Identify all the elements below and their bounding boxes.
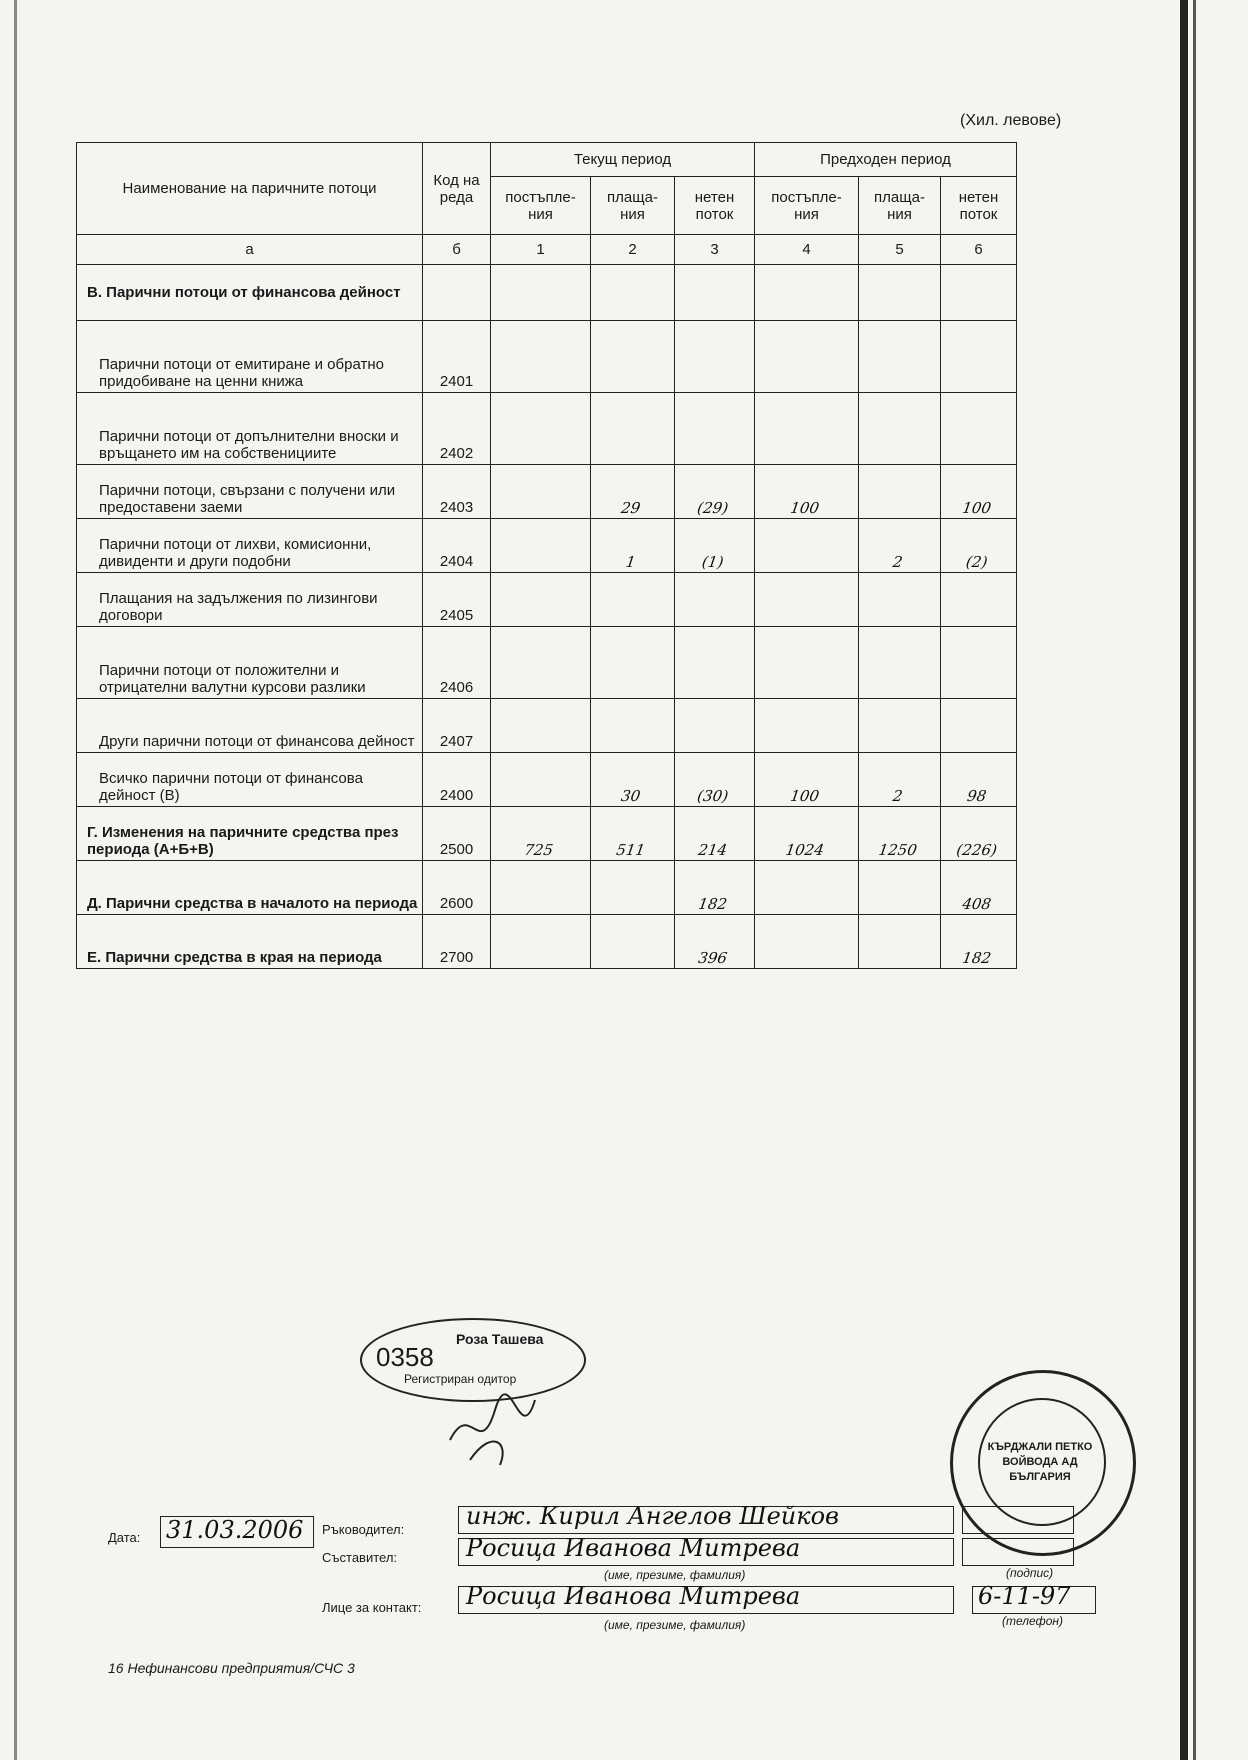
cell-value: 214 (671, 807, 759, 861)
cell-value (487, 861, 595, 915)
header-payments-previous: плаща-ния (859, 177, 941, 235)
table-row (77, 573, 1017, 627)
table-row (77, 807, 1017, 861)
cell-value: 511 (587, 807, 679, 861)
header-net-current: нетен поток (675, 177, 755, 235)
index-cell: 6 (941, 235, 1017, 265)
cell-value: (1) (671, 519, 759, 573)
cell-value (669, 321, 759, 393)
cell-value (855, 465, 945, 519)
cell-value: 29 (587, 465, 679, 519)
cell-value (853, 321, 945, 393)
index-cell: 4 (755, 235, 859, 265)
cell-value (487, 753, 595, 807)
index-cell: 3 (675, 235, 755, 265)
cell-value: (30) (671, 753, 759, 807)
table-row (77, 915, 1017, 969)
name-caption-contact: (име, презиме, фамилия) (604, 1618, 746, 1632)
cash-flow-table (76, 142, 1017, 969)
cell-value (855, 915, 945, 969)
cell-value (937, 573, 1021, 627)
cell-value (855, 699, 945, 753)
header-code: Код на реда (423, 143, 491, 235)
row-name: Парични потоци, свързани с получени или предоставени заеми (77, 465, 423, 519)
cell-value (587, 699, 679, 753)
cell-value (935, 393, 1021, 465)
auditor-stamp-number: 0358 (376, 1342, 434, 1372)
cell-value (587, 861, 679, 915)
row-code: 2406 (423, 627, 491, 699)
cell-value (587, 915, 679, 969)
contact-label: Лице за контакт: (322, 1600, 422, 1615)
cell-value (855, 573, 945, 627)
company-stamp-text: КЪРДЖАЛИ ПЕТКО ВОЙВОДА АД БЪЛГАРИЯ (987, 1441, 1093, 1483)
table-row (77, 393, 1017, 465)
header-receipts-current: постъпле-ния (491, 177, 591, 235)
cell-value (585, 627, 679, 699)
cell-value (751, 519, 863, 573)
cell-value: 182 (671, 861, 759, 915)
table-row (77, 753, 1017, 807)
cell-value (669, 393, 759, 465)
cell-value (853, 627, 945, 699)
table-row (77, 265, 1017, 321)
row-code: 2500 (423, 807, 491, 861)
row-name: В. Парични потоци от финансова дейност (77, 265, 423, 321)
cell-value (751, 699, 863, 753)
row-name: Парични потоци от емитиране и обратно придобиване на ценни книжа (77, 321, 423, 393)
row-code: 2401 (423, 321, 491, 393)
cell-value: 100 (751, 753, 863, 807)
table-row (77, 465, 1017, 519)
table-row (77, 321, 1017, 393)
header-net-previous: нетен поток (941, 177, 1017, 235)
compiler-value: Росица Иванова Митрева (466, 1534, 801, 1562)
cell-value: 1250 (855, 807, 945, 861)
row-code: 2405 (423, 573, 491, 627)
row-name: Парични потоци от допълнителни вноски и връщането им на собственициите (77, 393, 423, 465)
cell-value (751, 265, 863, 321)
cell-value: 408 (937, 861, 1021, 915)
cell-value (751, 915, 863, 969)
cell-value (751, 861, 863, 915)
cell-value: 2 (855, 753, 945, 807)
cell-value (487, 573, 595, 627)
cell-value: 1024 (751, 807, 863, 861)
cell-value: 100 (937, 465, 1021, 519)
cell-value (749, 393, 863, 465)
manager-signature-box (962, 1506, 1074, 1534)
header-current-period: Текущ период (491, 143, 755, 177)
row-name: Парични потоци от лихви, комисионни, дивиденти и други подобни (77, 519, 423, 573)
cell-value: (2) (937, 519, 1021, 573)
cell-value: 725 (487, 807, 595, 861)
cell-value (487, 699, 595, 753)
table-row (77, 699, 1017, 753)
cell-value (487, 465, 595, 519)
index-cell: 2 (591, 235, 675, 265)
cell-value (749, 321, 863, 393)
cell-value (587, 265, 679, 321)
cell-value: 396 (671, 915, 759, 969)
row-code: 2600 (423, 861, 491, 915)
cell-value (487, 519, 595, 573)
scan-left-edge (14, 0, 17, 1760)
contact-value: Росица Иванова Митрева (466, 1582, 801, 1610)
row-name: Д. Парични средства в началото на периода (77, 861, 423, 915)
row-code: 2700 (423, 915, 491, 969)
row-name: Плащания на задължения по лизингови договори (77, 573, 423, 627)
cell-value (485, 627, 595, 699)
signature-caption: (подпис) (1006, 1566, 1054, 1580)
row-code: 2403 (423, 465, 491, 519)
cell-value (855, 861, 945, 915)
cell-value: 100 (751, 465, 863, 519)
index-cell: 1 (491, 235, 591, 265)
page-footer: 16 Нефинансови предприятия/СЧС 3 (108, 1660, 355, 1676)
cell-value (669, 627, 759, 699)
row-code (423, 265, 491, 321)
cell-value (749, 627, 863, 699)
table-row (77, 861, 1017, 915)
manager-value: инж. Кирил Ангелов Шейков (466, 1502, 840, 1530)
index-cell: а (77, 235, 423, 265)
cell-value (585, 393, 679, 465)
row-name: Е. Парични средства в края на периода (77, 915, 423, 969)
cell-value: 98 (937, 753, 1021, 807)
cell-value (671, 573, 759, 627)
cell-value (485, 321, 595, 393)
cell-value (937, 265, 1021, 321)
auditor-signature (440, 1380, 550, 1470)
index-row (77, 235, 1017, 265)
row-name: Други парични потоци от финансова дейност (77, 699, 423, 753)
compiler-label: Съставител: (322, 1550, 398, 1565)
cell-value: 182 (937, 915, 1021, 969)
row-name: Всичко парични потоци от финансова дейност (В) (77, 753, 423, 807)
date-value: 31.03.2006 (166, 1516, 304, 1544)
cell-value (487, 915, 595, 969)
row-code: 2407 (423, 699, 491, 753)
auditor-stamp-caption: Регистриран одитор (404, 1372, 517, 1386)
cell-value (585, 321, 679, 393)
row-name: Парични потоци от положителни и отрицателни валутни курсови разлики (77, 627, 423, 699)
row-code: 2402 (423, 393, 491, 465)
cell-value (587, 573, 679, 627)
cell-value: 30 (587, 753, 679, 807)
header-name: Наименование на паричните потоци (77, 143, 423, 235)
cell-value (671, 699, 759, 753)
header-payments-current: плаща-ния (591, 177, 675, 235)
phone-caption: (телефон) (1002, 1614, 1064, 1628)
table-row (77, 627, 1017, 699)
index-cell: б (423, 235, 491, 265)
cell-value (751, 573, 863, 627)
scan-right-edge-shadow (1193, 0, 1196, 1760)
cell-value (937, 699, 1021, 753)
manager-label: Ръководител: (322, 1522, 405, 1537)
cell-value: 2 (855, 519, 945, 573)
auditor-stamp-name: Роза Ташева (456, 1331, 544, 1347)
cell-value (935, 321, 1021, 393)
cell-value (853, 393, 945, 465)
compiler-signature-box (962, 1538, 1074, 1566)
index-cell: 5 (859, 235, 941, 265)
row-code: 2404 (423, 519, 491, 573)
cell-value: (226) (937, 807, 1021, 861)
date-label: Дата: (108, 1530, 141, 1545)
cell-value (487, 265, 595, 321)
row-code: 2400 (423, 753, 491, 807)
name-caption: (име, презиме, фамилия) (604, 1568, 746, 1582)
scan-right-edge (1180, 0, 1188, 1760)
table-row (77, 519, 1017, 573)
units-label: (Хил. левове) (960, 112, 1062, 129)
cell-value (855, 265, 945, 321)
cell-value: (29) (671, 465, 759, 519)
cell-value (485, 393, 595, 465)
cell-value: 1 (587, 519, 679, 573)
cell-value (671, 265, 759, 321)
phone-value: 6-11-97 (978, 1582, 1071, 1610)
header-receipts-previous: постъпле-ния (755, 177, 859, 235)
header-previous-period: Предходен период (755, 143, 1017, 177)
row-name: Г. Изменения на паричните средства през периода (А+Б+В) (77, 807, 423, 861)
cell-value (935, 627, 1021, 699)
